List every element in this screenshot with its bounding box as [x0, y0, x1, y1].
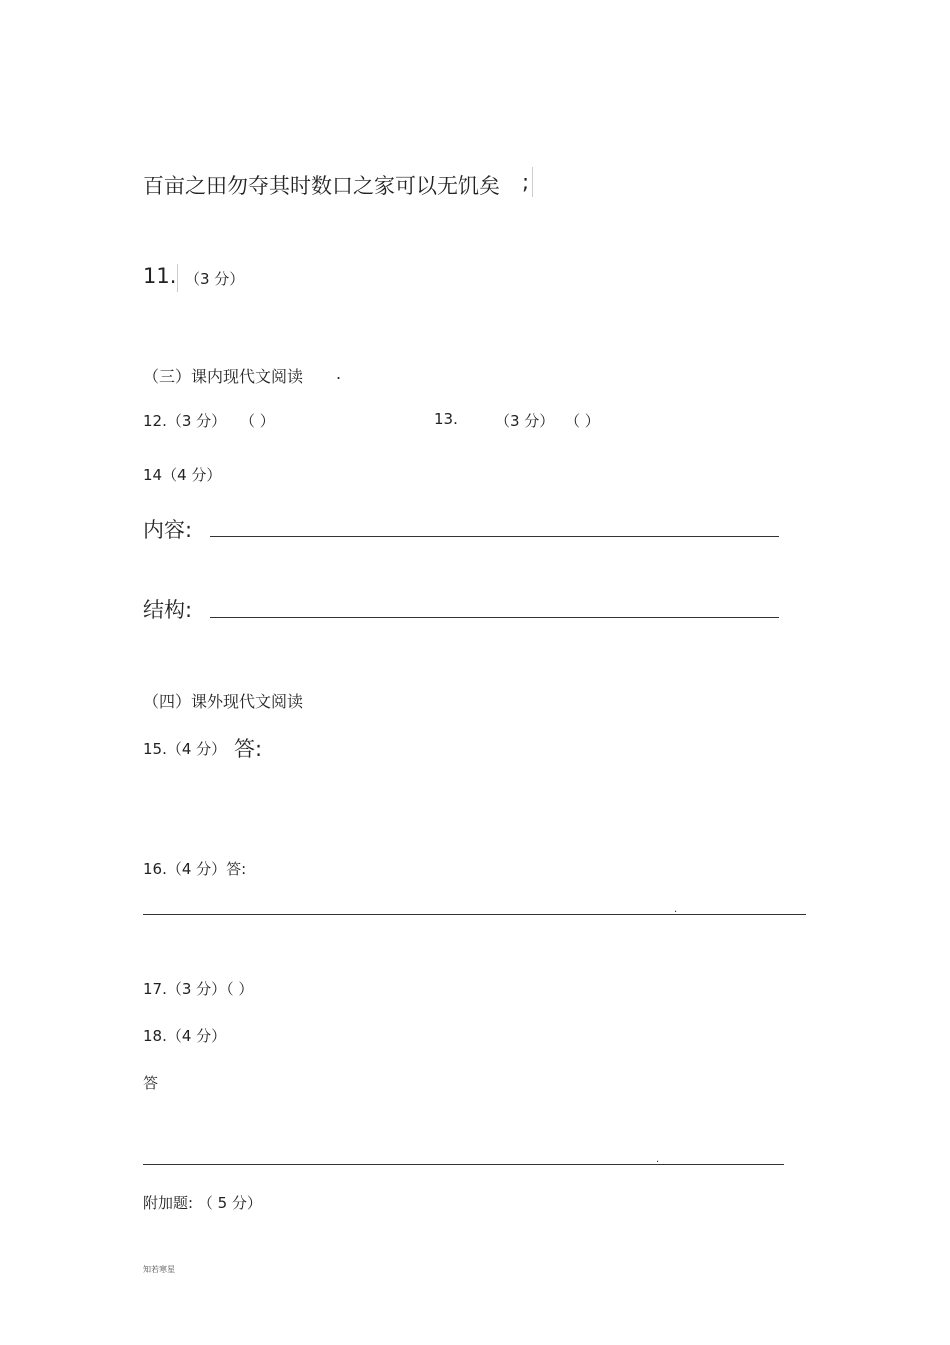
- field-edge-mark: [532, 167, 533, 197]
- section3-title: （三）课内现代文阅读: [143, 367, 304, 386]
- q14-label: 14（4 分）: [143, 466, 222, 484]
- q12-label: 12.（3 分）: [143, 412, 227, 430]
- q12-answer-paren[interactable]: （ ）: [240, 412, 275, 430]
- content-label: 内容:: [143, 518, 193, 542]
- q15-answer-label: 答:: [234, 737, 263, 761]
- section4-title: （四）课外现代文阅读: [143, 692, 304, 711]
- q17-label: 17.（3 分）（ ）: [143, 980, 254, 998]
- bonus-question-label: 附加题: （ 5 分）: [143, 1194, 262, 1212]
- section3-dot: .: [336, 364, 342, 383]
- structure-answer-line[interactable]: [210, 617, 779, 618]
- q13-number: 13.: [434, 410, 458, 428]
- answer-label: 答: [143, 1074, 159, 1092]
- q11-number: 11.: [143, 264, 177, 288]
- classical-line-end: ;: [522, 170, 530, 194]
- q18-answer-line[interactable]: [143, 1164, 784, 1165]
- q15-label: 15.（4 分）: [143, 740, 227, 758]
- q11-score: （3 分）: [185, 270, 245, 288]
- footer-mark: 知若寒星: [143, 1265, 175, 1274]
- classical-line: 百亩之田勿夺其时数口之家可以无饥矣: [143, 174, 500, 198]
- content-answer-line[interactable]: [210, 536, 779, 537]
- field-edge-mark: [177, 264, 178, 292]
- q16-answer-line[interactable]: [143, 914, 806, 915]
- structure-label: 结构:: [143, 598, 193, 622]
- q16-dot: .: [674, 904, 678, 915]
- q16-label: 16.（4 分）答:: [143, 860, 247, 878]
- q13-answer-paren[interactable]: （ ）: [565, 412, 600, 430]
- q18-label: 18.（4 分）: [143, 1027, 227, 1045]
- q18-dot: .: [656, 1154, 660, 1165]
- q13-score: （3 分）: [495, 412, 555, 430]
